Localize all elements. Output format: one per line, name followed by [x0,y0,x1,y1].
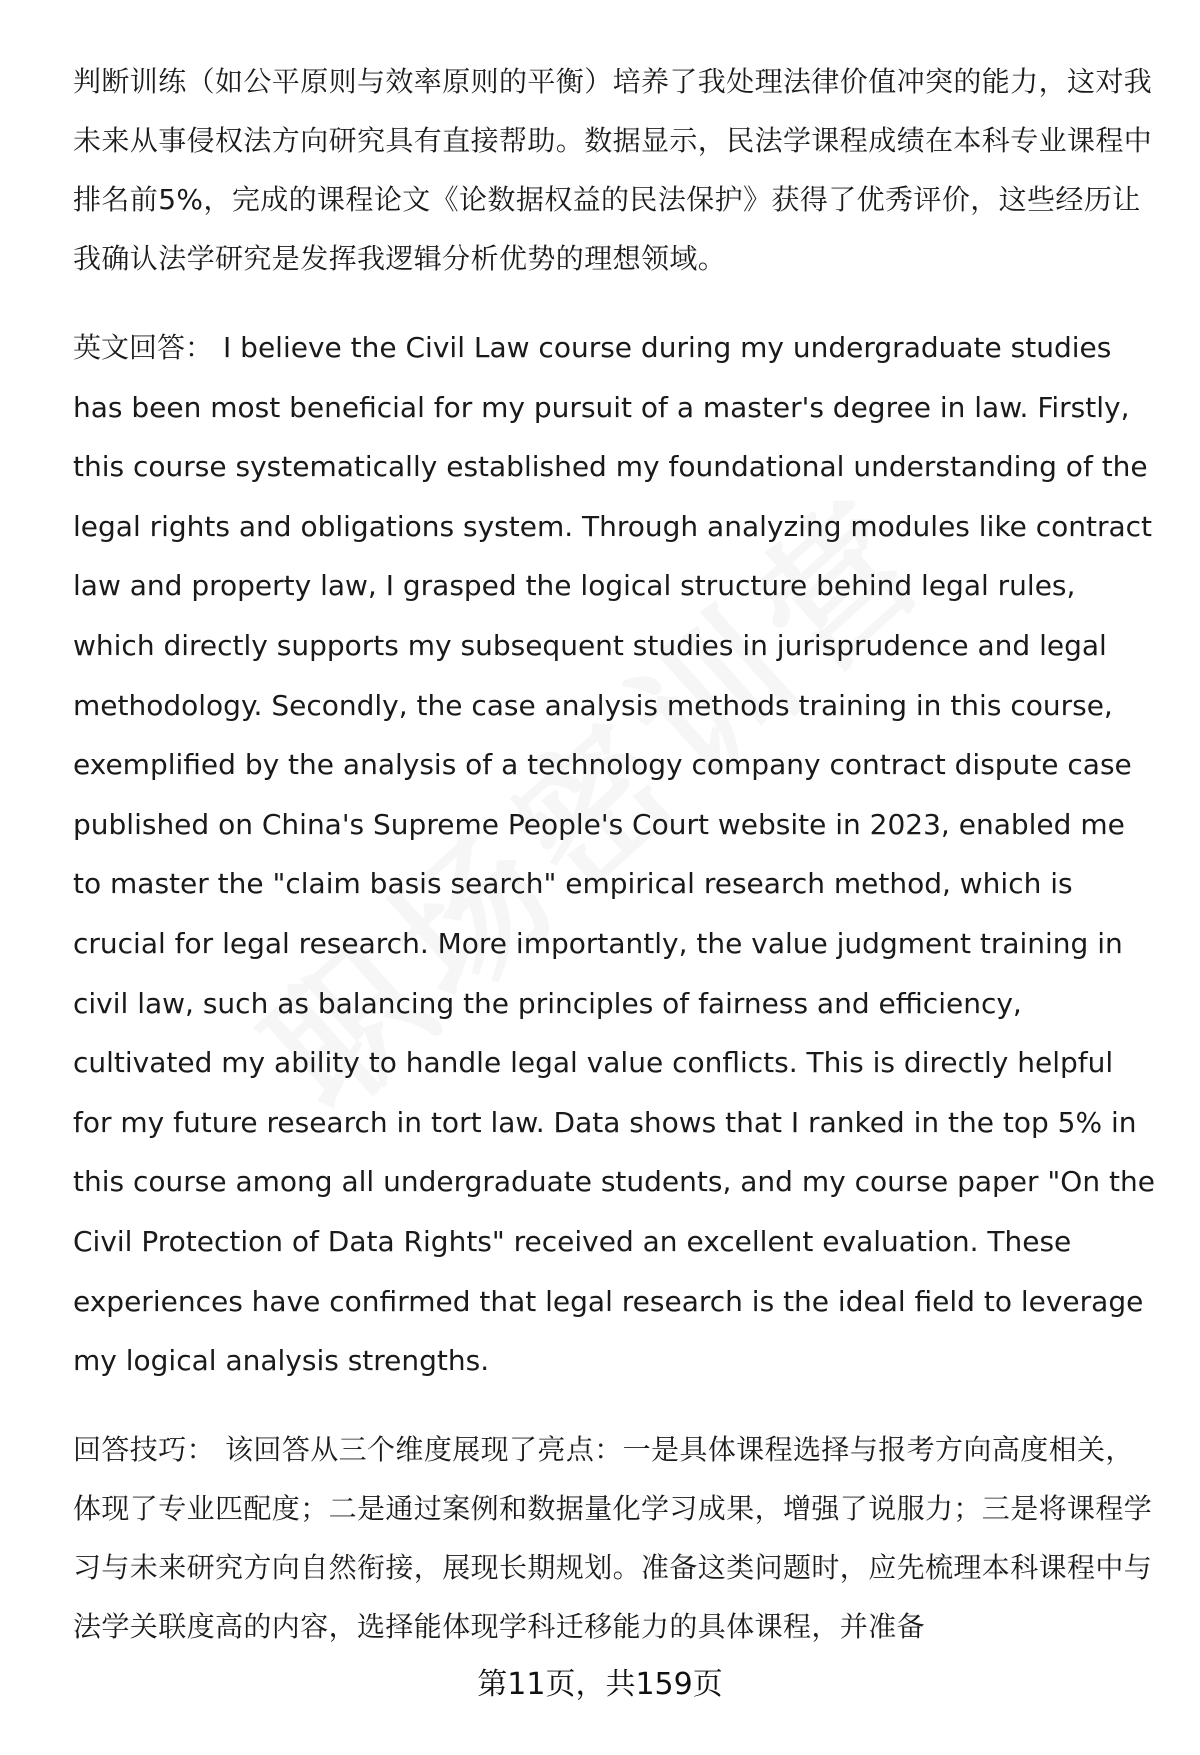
page-number: 第11页，共159页 [477,1667,723,1702]
answer-tips-label: 回答技巧： [73,1433,216,1466]
chinese-answer-text: 判断训练（如公平原则与效率原则的平衡）培养了我处理法律价值冲突的能力，这对我未来从事侵权法方向研究具有直接帮助。数据显示，民法学课程成绩在本科专业课程中排名前5%，完成的课程论文《论数据权益的民法保护》获得了优秀评价，这些经历让我确认法学研究是发挥我逻辑分析优势的理想领域。 [73,65,1153,275]
answer-tips-text: 该回答从三个维度展现了亮点：一是具体课程选择与报考方向高度相关，体现了专业匹配度；二是通过案例和数据量化学习成果，增强了说服力；三是将课程学习与未来研究方向自然衔接，展现长期规划。准备这类问题时，应先梳理本科课程中与法学关联度高的内容，选择能体现学科迁移能力的具体课程，并准备 [73,1433,1153,1643]
english-answer-text: I believe the Civil Law course during my undergraduate studies has been most beneficial for my pursuit of a master's degree in law. Firstly, this course systematically established my foundational understanding of the legal rights and obligations system. Through analyzing modules like contract law and property law, I grasped the logical structure behind legal rules, which directly supports my subsequent studies in jurisprudence and legal methodology. Secondly, the case analysis methods training in this course, exemplified by the analysis of a technology company contract dispute case published on China's Supreme People's Court website in 2023, enabled me to master the "claim basis search" empirical research method, which is crucial for legal research. More importantly, the value judgment training in civil law, such as balancing the principles of fairness and efficiency, cultivated my ability to handle legal value conflicts. This is directly helpful for my future research in tort law. Data shows that I ranked in the top 5% in this course among all undergraduate students, and my course paper "On the Civil Protection of Data Rights" received an excellent evaluation. These experiences have confirmed that legal research is the ideal field to leverage my logical analysis strengths. [73,331,1155,1378]
english-answer-paragraph [73,318,1158,1391]
english-answer-label: 英文回答： [73,331,214,364]
chinese-answer-continuation [73,52,1158,288]
answer-tips-paragraph [73,1420,1158,1656]
